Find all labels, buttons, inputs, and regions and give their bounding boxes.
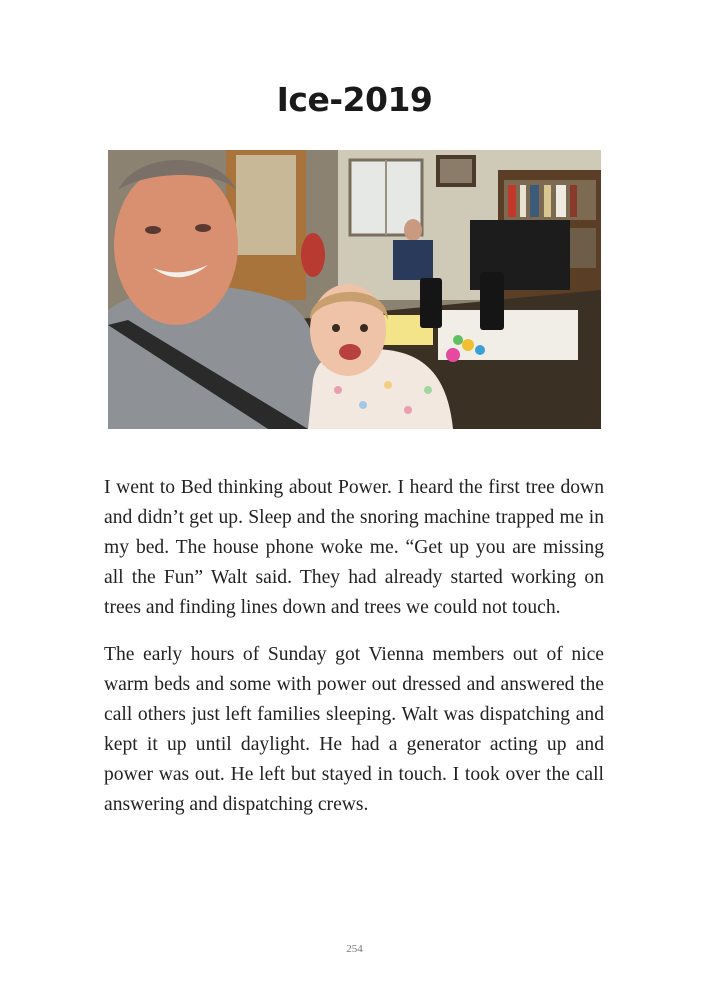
page-title: Ice-2019 xyxy=(276,80,433,119)
paragraph-1: I went to Bed thinking about Power. I heard the first tree down and didn’t get up. Sleep and the snoring machine trapped me in my bed. The house phone woke me. “Get up you are missing all the Fun” Walt said. They had already started working on trees and finding lines down and trees we could not touch. xyxy=(104,477,604,618)
body-text xyxy=(104,473,604,837)
page-number: 254 xyxy=(346,943,363,955)
photo-illustration xyxy=(108,150,601,429)
paragraph-2: The early hours of Sunday got Vienna members out of nice warm beds and some with power out dressed and answered the call others just left families sleeping. Walt was dispatching and kept it up until daylight. He had a generator acting up and power was out. He left but stayed in touch. I took over the call answering and dispatching crews. xyxy=(104,644,604,815)
photo xyxy=(108,150,601,429)
